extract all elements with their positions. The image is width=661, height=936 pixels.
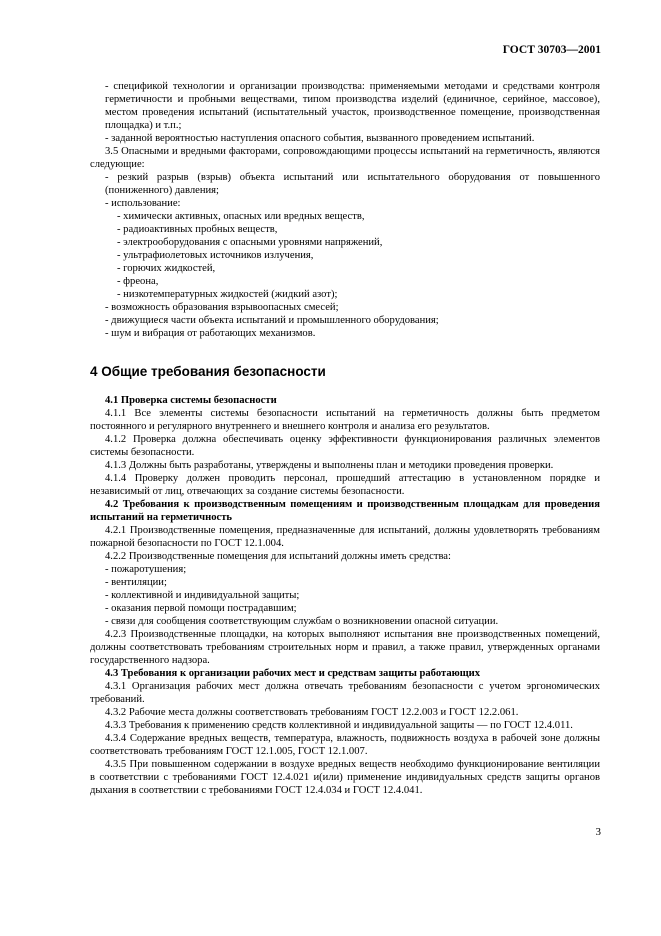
page-number: 3 <box>595 826 601 838</box>
intro-list-item: - спецификой технологии и организации производства: применяемыми методами и средствами контроля герметичности и пробными веществами, типом производства изделий (единичное, серийное, массовое), местом проведения испытаний (испытательный участок, производственное помещение, производственная площадка) и т.п.; <box>105 81 600 131</box>
section-block <box>90 394 600 797</box>
intro-list-item: - движущиеся части объекта испытаний и промышленного оборудования; <box>105 315 439 326</box>
section-paragraph: 4.3.2 Рабочие места должны соответствовать требованиям ГОСТ 12.2.003 и ГОСТ 12.2.061. <box>105 707 519 718</box>
section-subheading: 4.3 Требования к организации рабочих мест и средствам защиты работающих <box>105 668 481 679</box>
intro-list-item: - радиоактивных пробных веществ, <box>117 224 278 235</box>
section-list-item: - связи для сообщения соответствующим службам о возникновении опасной ситуации. <box>105 616 499 627</box>
section-paragraph: 4.1.1 Все элементы системы безопасности испытаний на герметичность должны быть предметом постоянного и регулярного внутреннего и внешнего контроля и анализа его результатов. <box>90 408 600 432</box>
section-subheading: 4.2 Требования к производственным помещениям и производственным площадкам для проведения испытаний на герметичность <box>90 499 600 523</box>
intro-list-item: - электрооборудования с опасными уровнями напряжений, <box>117 237 383 248</box>
intro-list-item: - резкий разрыв (взрыв) объекта испытаний или испытательного оборудования от повышенного (пониженного) давления; <box>105 172 600 196</box>
section-paragraph: 4.3.5 При повышенном содержании в воздухе вредных веществ необходимо функционирование вентиляции в соответствии с требованиями ГОСТ 12.4.021 и(или) применение индивидуальных средств защиты органов дыхания в соответствии с требованиями ГОСТ 12.4.034 и ГОСТ 12.4.041. <box>90 759 600 796</box>
intro-list-item: - химически активных, опасных или вредных веществ, <box>117 211 365 222</box>
intro-list-item: - шум и вибрация от работающих механизмов. <box>105 328 316 339</box>
section-paragraph: 4.3.3 Требования к применению средств коллективной и индивидуальной защиты — по ГОСТ 12.4.011. <box>105 720 573 731</box>
section-list-item: - оказания первой помощи пострадавшим; <box>105 603 297 614</box>
intro-list-item: - возможность образования взрывоопасных смесей; <box>105 302 339 313</box>
intro-list-item: - использование: <box>105 198 181 209</box>
document-body <box>90 80 600 797</box>
section-list-item: - вентиляции; <box>105 577 167 588</box>
section-paragraph: 4.3.1 Организация рабочих мест должна отвечать требованиям безопасности с учетом эргономических требований. <box>90 681 600 705</box>
section-paragraph: 4.2.1 Производственные помещения, предназначенные для испытаний, должны удовлетворять требованиям пожарной безопасности по ГОСТ 12.1.004. <box>90 525 600 549</box>
intro-paragraph: 3.5 Опасными и вредными факторами, сопровождающими процессы испытаний на герметичность, являются следующие: <box>90 146 600 170</box>
section-paragraph: 4.1.2 Проверка должна обеспечивать оценку эффективности функционирования различных элементов системы безопасности. <box>90 434 600 458</box>
section-paragraph: 4.1.3 Должны быть разработаны, утверждены и выполнены план и методики проведения проверки. <box>105 460 554 471</box>
intro-list-item: - горючих жидкостей, <box>117 263 216 274</box>
section-list-item: - коллективной и индивидуальной защиты; <box>105 590 300 601</box>
section-paragraph: 4.3.4 Содержание вредных веществ, температура, влажность, подвижность воздуха в рабочей зоне должны соответствовать требованиям ГОСТ 12.1.005, ГОСТ 12.1.007. <box>90 733 600 757</box>
intro-list-item: - ультрафиолетовых источников излучения, <box>117 250 314 261</box>
section-title: 4 Общие требования безопасности <box>90 364 326 379</box>
section-paragraph: 4.2.2 Производственные помещения для испытаний должны иметь средства: <box>105 551 451 562</box>
intro-list-item: - заданной вероятностью наступления опасного события, вызванного проведением испытаний. <box>105 133 535 144</box>
section-paragraph: 4.2.3 Производственные площадки, на которых выполняют испытания вне производственных помещений, должны соответствовать требованиям строительных норм и правил, а также правил, утвержденных органами государственного надзора. <box>90 629 600 666</box>
document-header: ГОСТ 30703—2001 <box>502 44 601 56</box>
intro-list-item: - фреона, <box>117 276 159 287</box>
intro-block <box>90 80 600 340</box>
section-paragraph: 4.1.4 Проверку должен проводить персонал, прошедший аттестацию в установленном порядке и независимый от лиц, отвечающих за создание системы безопасности. <box>90 473 600 497</box>
intro-list-item: - низкотемпературных жидкостей (жидкий азот); <box>117 289 338 300</box>
section-subheading: 4.1 Проверка системы безопасности <box>105 395 277 406</box>
section-list-item: - пожаротушения; <box>105 564 187 575</box>
